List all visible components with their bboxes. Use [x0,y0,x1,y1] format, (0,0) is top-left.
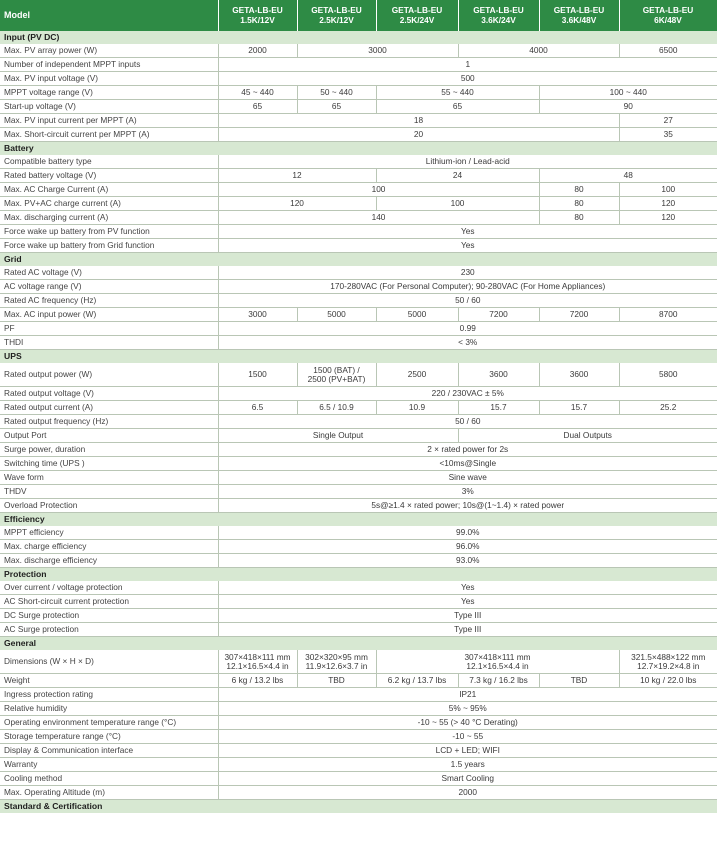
spec-label: Cooling method [0,772,218,786]
spec-label: Storage temperature range (°C) [0,730,218,744]
spec-value: 500 [218,72,717,86]
model-name-line: GETA-LB-EU [473,4,524,15]
spec-value: 6500 [619,44,717,58]
spec-value: Dual Outputs [458,429,717,443]
section-title: Efficiency [0,513,717,527]
spec-row [0,239,717,253]
spec-value: <10ms@Single [218,457,717,471]
model-rating-line: 2.5K/12V [319,14,354,25]
spec-value: 3% [218,485,717,499]
spec-value: TBD [297,674,376,688]
spec-value [376,650,619,674]
spec-label: Output Port [0,429,218,443]
spec-value: 7200 [539,308,619,322]
spec-label: THDI [0,336,218,350]
spec-value: 6.5 / 10.9 [297,401,376,415]
spec-value: 96.0% [218,540,717,554]
spec-value: 4000 [458,44,619,58]
model-column-header [539,0,619,31]
spec-value: 10.9 [376,401,458,415]
spec-row [0,730,717,744]
model-column-header [297,0,376,31]
spec-row [0,485,717,499]
spec-label: Max. PV+AC charge current (A) [0,197,218,211]
spec-label: Dimensions (W × H × D) [0,650,218,674]
spec-value: Sine wave [218,471,717,485]
spec-row [0,401,717,415]
spec-value: 2 × rated power for 2s [218,443,717,457]
spec-label: Display & Communication interface [0,744,218,758]
spec-value: 1500 [218,363,297,387]
section-row [0,142,717,156]
spec-value: IP21 [218,688,717,702]
spec-label: Max. AC input power (W) [0,308,218,322]
section-title: General [0,637,717,651]
spec-value-line: 12.1×16.5×4.4 in [466,660,529,671]
model-column-header [619,0,717,31]
model-rating-line: 1.5K/12V [240,14,275,25]
spec-label: Rated output frequency (Hz) [0,415,218,429]
spec-label: Max. Operating Altitude (m) [0,786,218,800]
spec-label: Switching time (UPS ) [0,457,218,471]
spec-value: 5s@≥1.4 × rated power; 10s@(1~1.4) × rated power [218,499,717,513]
section-row [0,800,717,814]
spec-value: 27 [619,114,717,128]
spec-row [0,650,717,674]
spec-label: Compatible battery type [0,155,218,169]
spec-row [0,114,717,128]
model-name-line: GETA-LB-EU [391,4,443,15]
spec-row [0,197,717,211]
spec-label: AC Surge protection [0,623,218,637]
spec-label: Wave form [0,471,218,485]
spec-row [0,581,717,595]
spec-value: 2000 [218,786,717,800]
spec-value: 6.5 [218,401,297,415]
spec-value: Yes [218,581,717,595]
spec-label: Rated output voltage (V) [0,387,218,401]
spec-value: 100 [376,197,539,211]
section-title: Battery [0,142,717,156]
section-title: Input (PV DC) [0,31,717,44]
spec-label: Surge power, duration [0,443,218,457]
spec-row [0,387,717,401]
spec-value: Yes [218,225,717,239]
spec-value: 220 / 230VAC ± 5% [218,387,717,401]
spec-value: 7.3 kg / 16.2 lbs [458,674,539,688]
spec-row [0,499,717,513]
section-row [0,513,717,527]
spec-label: AC Short-circuit current protection [0,595,218,609]
spec-value: Yes [218,239,717,253]
spec-row [0,772,717,786]
spec-label: Max. PV array power (W) [0,44,218,58]
spec-value: 1.5 years [218,758,717,772]
spec-row [0,183,717,197]
spec-label: Over current / voltage protection [0,581,218,595]
spec-label: Max. discharging current (A) [0,211,218,225]
model-column-header [458,0,539,31]
spec-value: 170-280VAC (For Personal Computer); 90-280VAC (For Home Appliances) [218,280,717,294]
spec-value-line: 12.7×19.2×4.8 in [637,660,700,671]
spec-row [0,443,717,457]
spec-label: PF [0,322,218,336]
spec-row [0,86,717,100]
spec-row [0,554,717,568]
spec-row [0,457,717,471]
spec-row [0,744,717,758]
model-header: Model [0,0,218,31]
spec-row [0,415,717,429]
spec-value: 18 [218,114,619,128]
spec-row [0,526,717,540]
spec-label: DC Surge protection [0,609,218,623]
spec-value: 140 [218,211,539,225]
spec-row [0,225,717,239]
spec-value: 3600 [458,363,539,387]
spec-label: MPPT efficiency [0,526,218,540]
section-row [0,31,717,44]
spec-value: 2000 [218,44,297,58]
spec-value: 100 [218,183,539,197]
model-column-header [376,0,458,31]
spec-value: 65 [218,100,297,114]
spec-label: Overload Protection [0,499,218,513]
spec-value-line: 12.1×16.5×4.4 in [226,660,289,671]
spec-value: 55 ~ 440 [376,86,539,100]
spec-value [218,650,297,674]
spec-value: 50 / 60 [218,294,717,308]
spec-value: 12 [218,169,376,183]
spec-label: Warranty [0,758,218,772]
spec-value: 100 [619,183,717,197]
spec-value: 50 / 60 [218,415,717,429]
spec-value: 80 [539,211,619,225]
spec-value: < 3% [218,336,717,350]
section-title: Protection [0,568,717,582]
spec-row [0,322,717,336]
model-name-line: GETA-LB-EU [311,4,362,15]
spec-value: 3000 [218,308,297,322]
spec-value: 0.99 [218,322,717,336]
spec-row [0,294,717,308]
spec-value: 3000 [297,44,458,58]
spec-value: 50 ~ 440 [297,86,376,100]
spec-value-line: 307×418×111 mm [224,651,291,662]
spec-value: 35 [619,128,717,142]
spec-value: Smart Cooling [218,772,717,786]
spec-row [0,211,717,225]
header-row [0,0,717,31]
spec-value: 7200 [458,308,539,322]
spec-value: 24 [376,169,539,183]
spec-label: Rated output power (W) [0,363,218,387]
spec-value: 15.7 [539,401,619,415]
section-title: Standard & Certification [0,800,717,814]
spec-label: Weight [0,674,218,688]
spec-row [0,128,717,142]
spec-value-line: 1500 (BAT) / [313,364,360,375]
spec-value-line: 11.9×12.6×3.7 in [305,660,368,671]
model-column-header [218,0,297,31]
spec-value: 8700 [619,308,717,322]
spec-value: 100 ~ 440 [539,86,717,100]
spec-row [0,72,717,86]
spec-label: Rated AC frequency (Hz) [0,294,218,308]
spec-value: 90 [539,100,717,114]
spec-value: 6 kg / 13.2 lbs [218,674,297,688]
spec-row [0,169,717,183]
spec-value: 5000 [376,308,458,322]
spec-value: -10 ~ 55 [218,730,717,744]
spec-value: 5% ~ 95% [218,702,717,716]
spec-value: Lithium-ion / Lead-acid [218,155,717,169]
model-name-line: GETA-LB-EU [232,4,283,15]
spec-row [0,609,717,623]
spec-row [0,429,717,443]
spec-value: 45 ~ 440 [218,86,297,100]
spec-value: 20 [218,128,619,142]
spec-row [0,595,717,609]
spec-value: 80 [539,183,619,197]
spec-row [0,280,717,294]
spec-value: 65 [297,100,376,114]
spec-value: 5000 [297,308,376,322]
spec-row [0,363,717,387]
spec-row [0,716,717,730]
spec-row [0,58,717,72]
spec-label: Max. Short-circuit current per MPPT (A) [0,128,218,142]
spec-row [0,155,717,169]
spec-value: 2500 [376,363,458,387]
spec-label: Operating environment temperature range (°C) [0,716,218,730]
model-name-line: GETA-LB-EU [553,4,605,15]
spec-value: 25.2 [619,401,717,415]
spec-label: Rated output current (A) [0,401,218,415]
spec-label: Number of independent MPPT inputs [0,58,218,72]
spec-row [0,540,717,554]
spec-row [0,688,717,702]
section-row [0,568,717,582]
spec-value: Type III [218,609,717,623]
spec-value: 10 kg / 22.0 lbs [619,674,717,688]
spec-value: 120 [218,197,376,211]
section-title: UPS [0,350,717,364]
table-body [0,31,717,813]
spec-value: 6.2 kg / 13.7 lbs [376,674,458,688]
spec-label: Start-up voltage (V) [0,100,218,114]
spec-value: -10 ~ 55 (> 40 °C Derating) [218,716,717,730]
spec-row [0,786,717,800]
spec-value: 15.7 [458,401,539,415]
table-header [0,0,717,31]
spec-value [297,650,376,674]
spec-row [0,266,717,280]
section-row [0,637,717,651]
section-title: Grid [0,253,717,267]
spec-row [0,471,717,485]
spec-value: Type III [218,623,717,637]
spec-label: Max. PV input current per MPPT (A) [0,114,218,128]
model-rating-line: 2.5K/24V [399,14,435,25]
spec-row [0,44,717,58]
spec-value: 5800 [619,363,717,387]
spec-row [0,100,717,114]
spec-row [0,336,717,350]
spec-value [297,363,376,387]
spec-value: 3600 [539,363,619,387]
spec-value: 120 [619,211,717,225]
section-row [0,253,717,267]
spec-label: Rated battery voltage (V) [0,169,218,183]
spec-value: 230 [218,266,717,280]
spec-value: 120 [619,197,717,211]
spec-row [0,702,717,716]
spec-value: 1 [218,58,717,72]
spec-value: 48 [539,169,717,183]
spec-label: Max. charge efficiency [0,540,218,554]
spec-label: Force wake up battery from Grid function [0,239,218,253]
spec-value: Yes [218,595,717,609]
spec-label: Max. PV input voltage (V) [0,72,218,86]
model-name-line: GETA-LB-EU [642,4,694,15]
spec-label: AC voltage range (V) [0,280,218,294]
spec-label: THDV [0,485,218,499]
spec-value-line: 2500 (PV+BAT) [307,373,366,384]
spec-value-line: 321.5×488×122 mm [631,651,706,662]
spec-label: Ingress protection rating [0,688,218,702]
spec-row [0,674,717,688]
spec-value: Single Output [218,429,458,443]
model-rating-line: 6K/48V [654,14,682,25]
spec-value-line: 302×320×95 mm [305,651,368,662]
spec-label: Rated AC voltage (V) [0,266,218,280]
spec-value: 80 [539,197,619,211]
spec-value: 99.0% [218,526,717,540]
spec-label: Max. discharge efficiency [0,554,218,568]
spec-value [619,650,717,674]
spec-label: Max. AC Charge Current (A) [0,183,218,197]
spec-label: MPPT voltage range (V) [0,86,218,100]
spec-value: 65 [376,100,539,114]
model-rating-line: 3.6K/48V [561,14,597,25]
spec-row [0,623,717,637]
spec-value: TBD [539,674,619,688]
spec-value: LCD + LED; WIFI [218,744,717,758]
spec-label: Force wake up battery from PV function [0,225,218,239]
spec-row [0,758,717,772]
spec-label: Relative humidity [0,702,218,716]
spec-value: 93.0% [218,554,717,568]
spec-row [0,308,717,322]
section-row [0,350,717,364]
spec-value-line: 307×418×111 mm [464,651,531,662]
model-rating-line: 3.6K/24V [481,14,516,25]
